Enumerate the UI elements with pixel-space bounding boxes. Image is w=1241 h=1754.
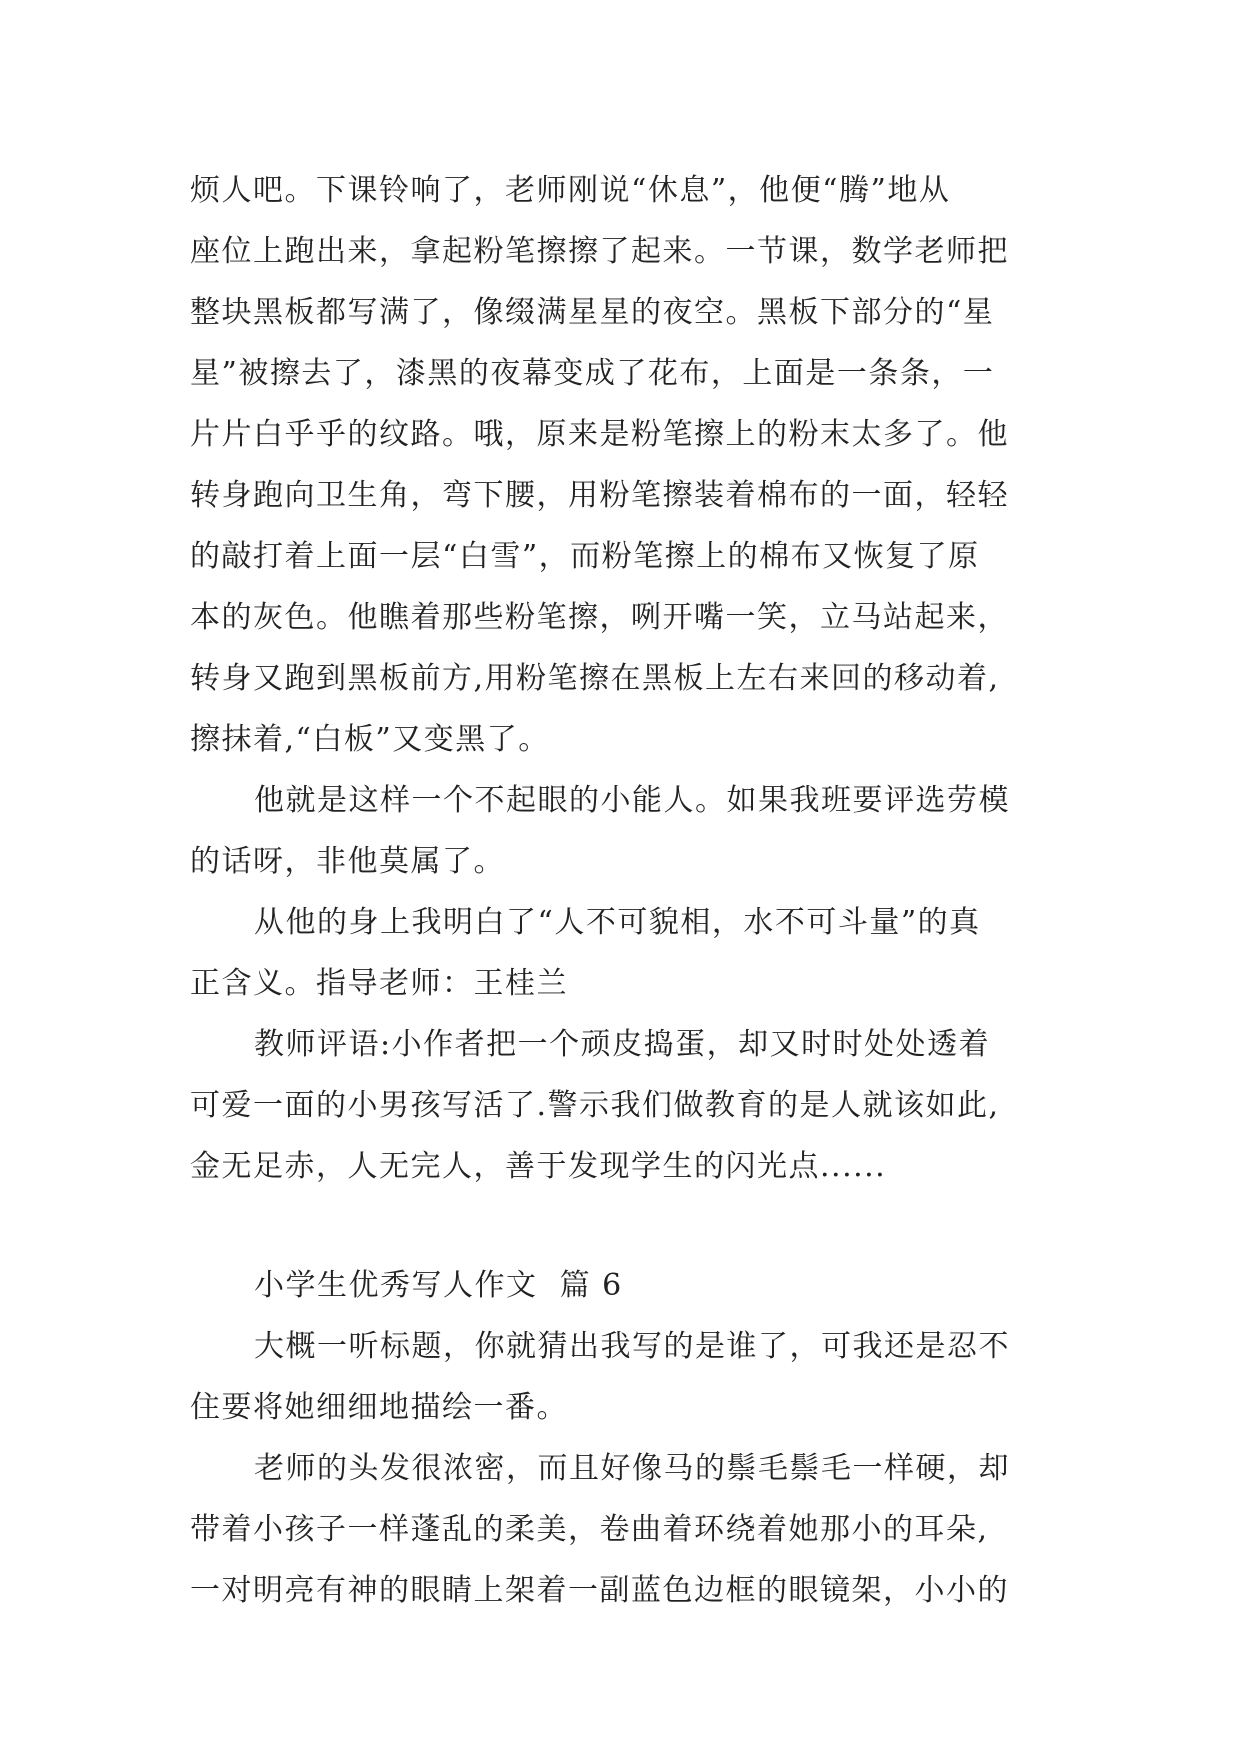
text-line: 一对明亮有神的眼睛上架着一副蓝色边框的眼镜架，小小的 [190,1573,1009,1608]
text-line: 从他的身上我明白了“人不可貌相，水不可斗量”的真 [254,905,981,940]
text-line: 的话呀，非他莫属了。 [190,844,505,879]
text-line: 本的灰色。他瞧着那些粉笔擦，咧开嘴一笑，立马站起来， [190,600,1009,635]
paragraph-continued [190,160,1055,770]
essay-title: 小学生优秀写人作文 篇 6 [254,1268,623,1303]
text-line: 住要将她细细地描绘一番。 [190,1390,568,1425]
text-line: 擦抹着,“白板”又变黑了。 [190,722,550,757]
text-line: 片片白乎乎的纹路。哦，原来是粉笔擦上的粉末太多了。他 [190,417,1009,452]
paragraph [190,770,1055,892]
text-line: 转身跑向卫生角，弯下腰，用粉笔擦装着棉布的一面，轻轻 [190,478,1009,513]
text-line: 烦人吧。下课铃响了，老师刚说“休息”，他便“腾”地从 [190,173,951,208]
section-heading [190,1255,1055,1316]
text-line: 整块黑板都写满了，像缀满星星的夜空。黑板下部分的“星 [190,295,995,330]
text-line: 金无足赤，人无完人，善于发现学生的闪光点...... [190,1149,887,1184]
document-body [190,160,1055,1621]
text-line: 大概一听标题，你就猜出我写的是谁了，可我还是忍不 [254,1329,1010,1364]
paragraph [190,1316,1055,1438]
text-line: 可爱一面的小男孩写活了.警示我们做教育的是人就该如此, [190,1088,1000,1123]
text-line: 的敲打着上面一层“白雪”，而粉笔擦上的棉布又恢复了原 [190,539,980,574]
text-line: 转身又跑到黑板前方,用粉笔擦在黑板上左右来回的移动着, [190,661,1000,696]
paragraph [190,892,1055,1014]
paragraph [190,1438,1055,1621]
text-line: 他就是这样一个不起眼的小能人。如果我班要评选劳模 [254,783,1010,818]
text-line: 老师的头发很浓密，而且好像马的鬃毛鬃毛一样硬，却 [254,1451,1010,1486]
teacher-comment [190,1014,1055,1197]
section-gap [190,1197,1055,1255]
text-line: 座位上跑出来，拿起粉笔擦擦了起来。一节课，数学老师把 [190,234,1009,269]
text-line: 正含义。指导老师：王桂兰 [190,966,568,1001]
text-line: 带着小孩子一样蓬乱的柔美，卷曲着环绕着她那小的耳朵, [190,1512,989,1547]
text-line: 教师评语:小作者把一个顽皮捣蛋，却又时时处处透着 [254,1027,991,1062]
text-line: 星”被擦去了，漆黑的夜幕变成了花布，上面是一条条，一 [190,356,995,391]
